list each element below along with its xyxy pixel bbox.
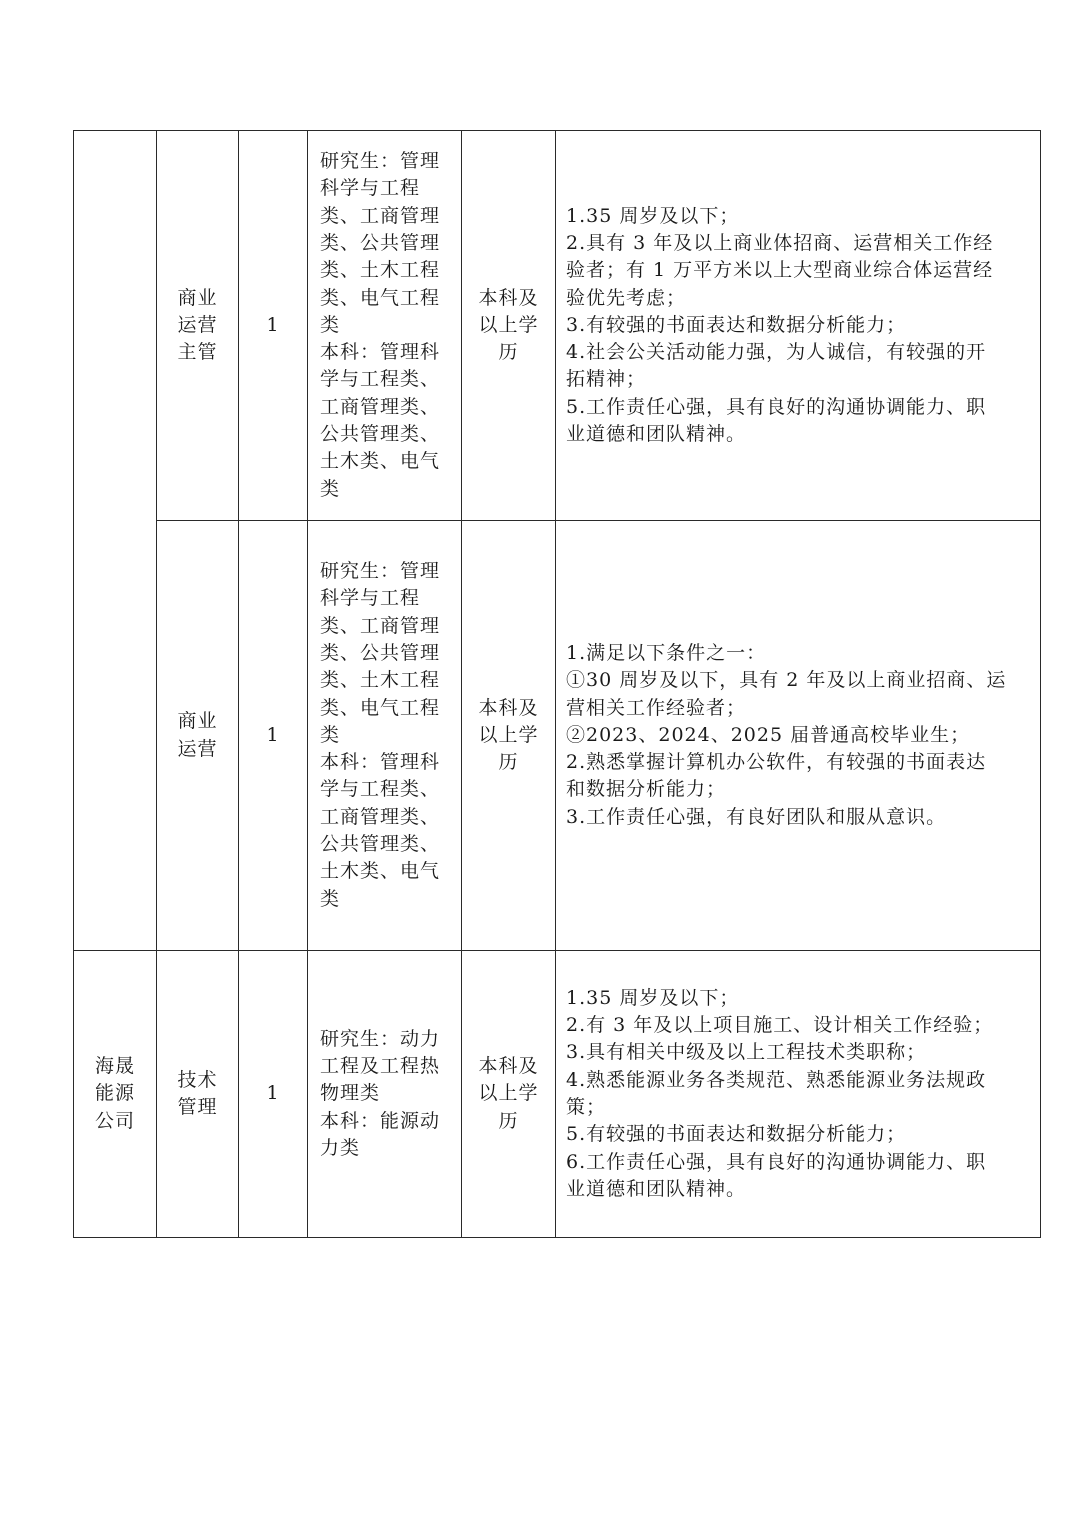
text-line: 土木类、电气 — [320, 450, 441, 473]
text-line: 物理类 — [320, 1082, 381, 1105]
post-name: 技术管理 — [177, 1068, 218, 1118]
text-line: 工商管理类、 — [320, 395, 441, 418]
text-line: 类、工商管理 — [320, 204, 441, 227]
job-requirements — [556, 640, 1040, 831]
text-line: 土木类、电气 — [320, 860, 441, 883]
text-line: 类 — [320, 723, 341, 746]
education-requirement: 本科及以上学历 — [478, 696, 539, 774]
text-line: 2.有 3 年及以上项目施工、设计相关工作经验； — [566, 1014, 994, 1037]
text-line: 1.满足以下条件之一： — [566, 641, 767, 664]
text-line: 研究生：动力 — [320, 1027, 441, 1050]
text-line: 本科：能源动 — [320, 1109, 441, 1132]
text-line: 和数据分析能力； — [566, 778, 727, 801]
text-line: 学与工程类、 — [320, 778, 441, 801]
text-line: 拓精神； — [566, 368, 647, 391]
requirements-cell — [556, 521, 1041, 951]
text-line: 业道德和团队精神。 — [566, 423, 747, 446]
text-line: 类、公共管理 — [320, 231, 441, 254]
text-line: 本科：管理科 — [320, 751, 441, 774]
education-requirement: 本科及以上学历 — [478, 1055, 539, 1132]
text-line: 类 — [320, 313, 341, 336]
text-line: 类、工商管理 — [320, 614, 441, 637]
post-cell — [157, 951, 239, 1238]
requirements-cell — [556, 131, 1041, 521]
post-name: 商业运营 — [177, 710, 218, 760]
major-cell — [308, 521, 462, 951]
text-line: 学与工程类、 — [320, 368, 441, 391]
text-line: 2.熟悉掌握计算机办公软件，有较强的书面表达 — [566, 751, 987, 774]
text-line: 3.有较强的书面表达和数据分析能力； — [566, 313, 907, 336]
text-line: 本科：管理科 — [320, 341, 441, 364]
post-count: 1 — [266, 1082, 280, 1105]
text-line: 2.具有 3 年及以上商业体招商、运营相关工作经 — [566, 231, 994, 254]
text-line: 营相关工作经验者； — [566, 696, 747, 719]
text-line: 策； — [566, 1096, 607, 1118]
text-line: 类 — [320, 887, 341, 910]
job-requirements — [556, 985, 1040, 1203]
text-line: 科学与工程 — [320, 587, 421, 610]
recruitment-table — [73, 130, 1041, 1238]
text-line: 类 — [320, 477, 341, 500]
post-cell — [157, 521, 239, 951]
text-line: 类、土木工程 — [320, 669, 441, 692]
post-name: 商业运营主管 — [177, 286, 218, 364]
major-requirements — [308, 1026, 461, 1162]
post-count: 1 — [266, 723, 280, 746]
text-line: 类、土木工程 — [320, 259, 441, 282]
text-line: 类、电气工程 — [320, 696, 441, 719]
text-line: 公共管理类、 — [320, 423, 441, 446]
text-line: 3.工作责任心强，有良好团队和服从意识。 — [566, 805, 947, 828]
text-line: 研究生：管理 — [320, 150, 441, 173]
text-line: 工商管理类、 — [320, 805, 441, 828]
text-line: 类、公共管理 — [320, 641, 441, 664]
text-line: 验者；有 1 万平方米以上大型商业综合体运营经 — [566, 259, 994, 282]
requirements-cell — [556, 951, 1041, 1238]
post-cell — [157, 131, 239, 521]
major-requirements — [308, 558, 461, 913]
text-line: 4.社会公关活动能力强，为人诚信，有较强的开 — [566, 341, 987, 364]
major-cell — [308, 951, 462, 1238]
text-line: 公共管理类、 — [320, 833, 441, 856]
job-requirements — [556, 203, 1040, 449]
unit-cell — [74, 951, 157, 1238]
text-line: 工程及工程热 — [320, 1055, 441, 1078]
text-line: ①30 周岁及以下，具有 2 年及以上商业招商、运 — [566, 669, 1007, 692]
table-row — [74, 131, 1041, 521]
text-line: 1.35 周岁及以下； — [566, 986, 740, 1009]
text-line: 研究生：管理 — [320, 560, 441, 583]
major-requirements — [308, 148, 461, 503]
unit-name: 海晟能源公司 — [94, 1055, 135, 1132]
count-cell — [239, 951, 308, 1238]
table-row — [74, 951, 1041, 1238]
education-cell — [462, 951, 556, 1238]
education-requirement: 本科及以上学历 — [478, 286, 539, 364]
text-line: 类、电气工程 — [320, 286, 441, 309]
table-row — [74, 521, 1041, 951]
text-line: 1.35 周岁及以下； — [566, 204, 740, 227]
text-line: 4.熟悉能源业务各类规范、熟悉能源业务法规政 — [566, 1068, 987, 1091]
text-line: 5.有较强的书面表达和数据分析能力； — [566, 1123, 907, 1146]
count-cell — [239, 131, 308, 521]
text-line: 业道德和团队精神。 — [566, 1177, 747, 1200]
text-line: 3.具有相关中级及以上工程技术类职称； — [566, 1041, 927, 1064]
text-line: 科学与工程 — [320, 177, 421, 200]
text-line: 力类 — [320, 1136, 361, 1159]
count-cell — [239, 521, 308, 951]
major-cell — [308, 131, 462, 521]
education-cell — [462, 131, 556, 521]
text-line: ②2023、2024、2025 届普通高校毕业生； — [566, 723, 971, 746]
text-line: 验优先考虑； — [566, 286, 687, 309]
post-count: 1 — [266, 313, 280, 336]
text-line: 6.工作责任心强，具有良好的沟通协调能力、职 — [566, 1150, 987, 1173]
unit-cell — [74, 131, 157, 951]
education-cell — [462, 521, 556, 951]
text-line: 5.工作责任心强，具有良好的沟通协调能力、职 — [566, 395, 987, 418]
